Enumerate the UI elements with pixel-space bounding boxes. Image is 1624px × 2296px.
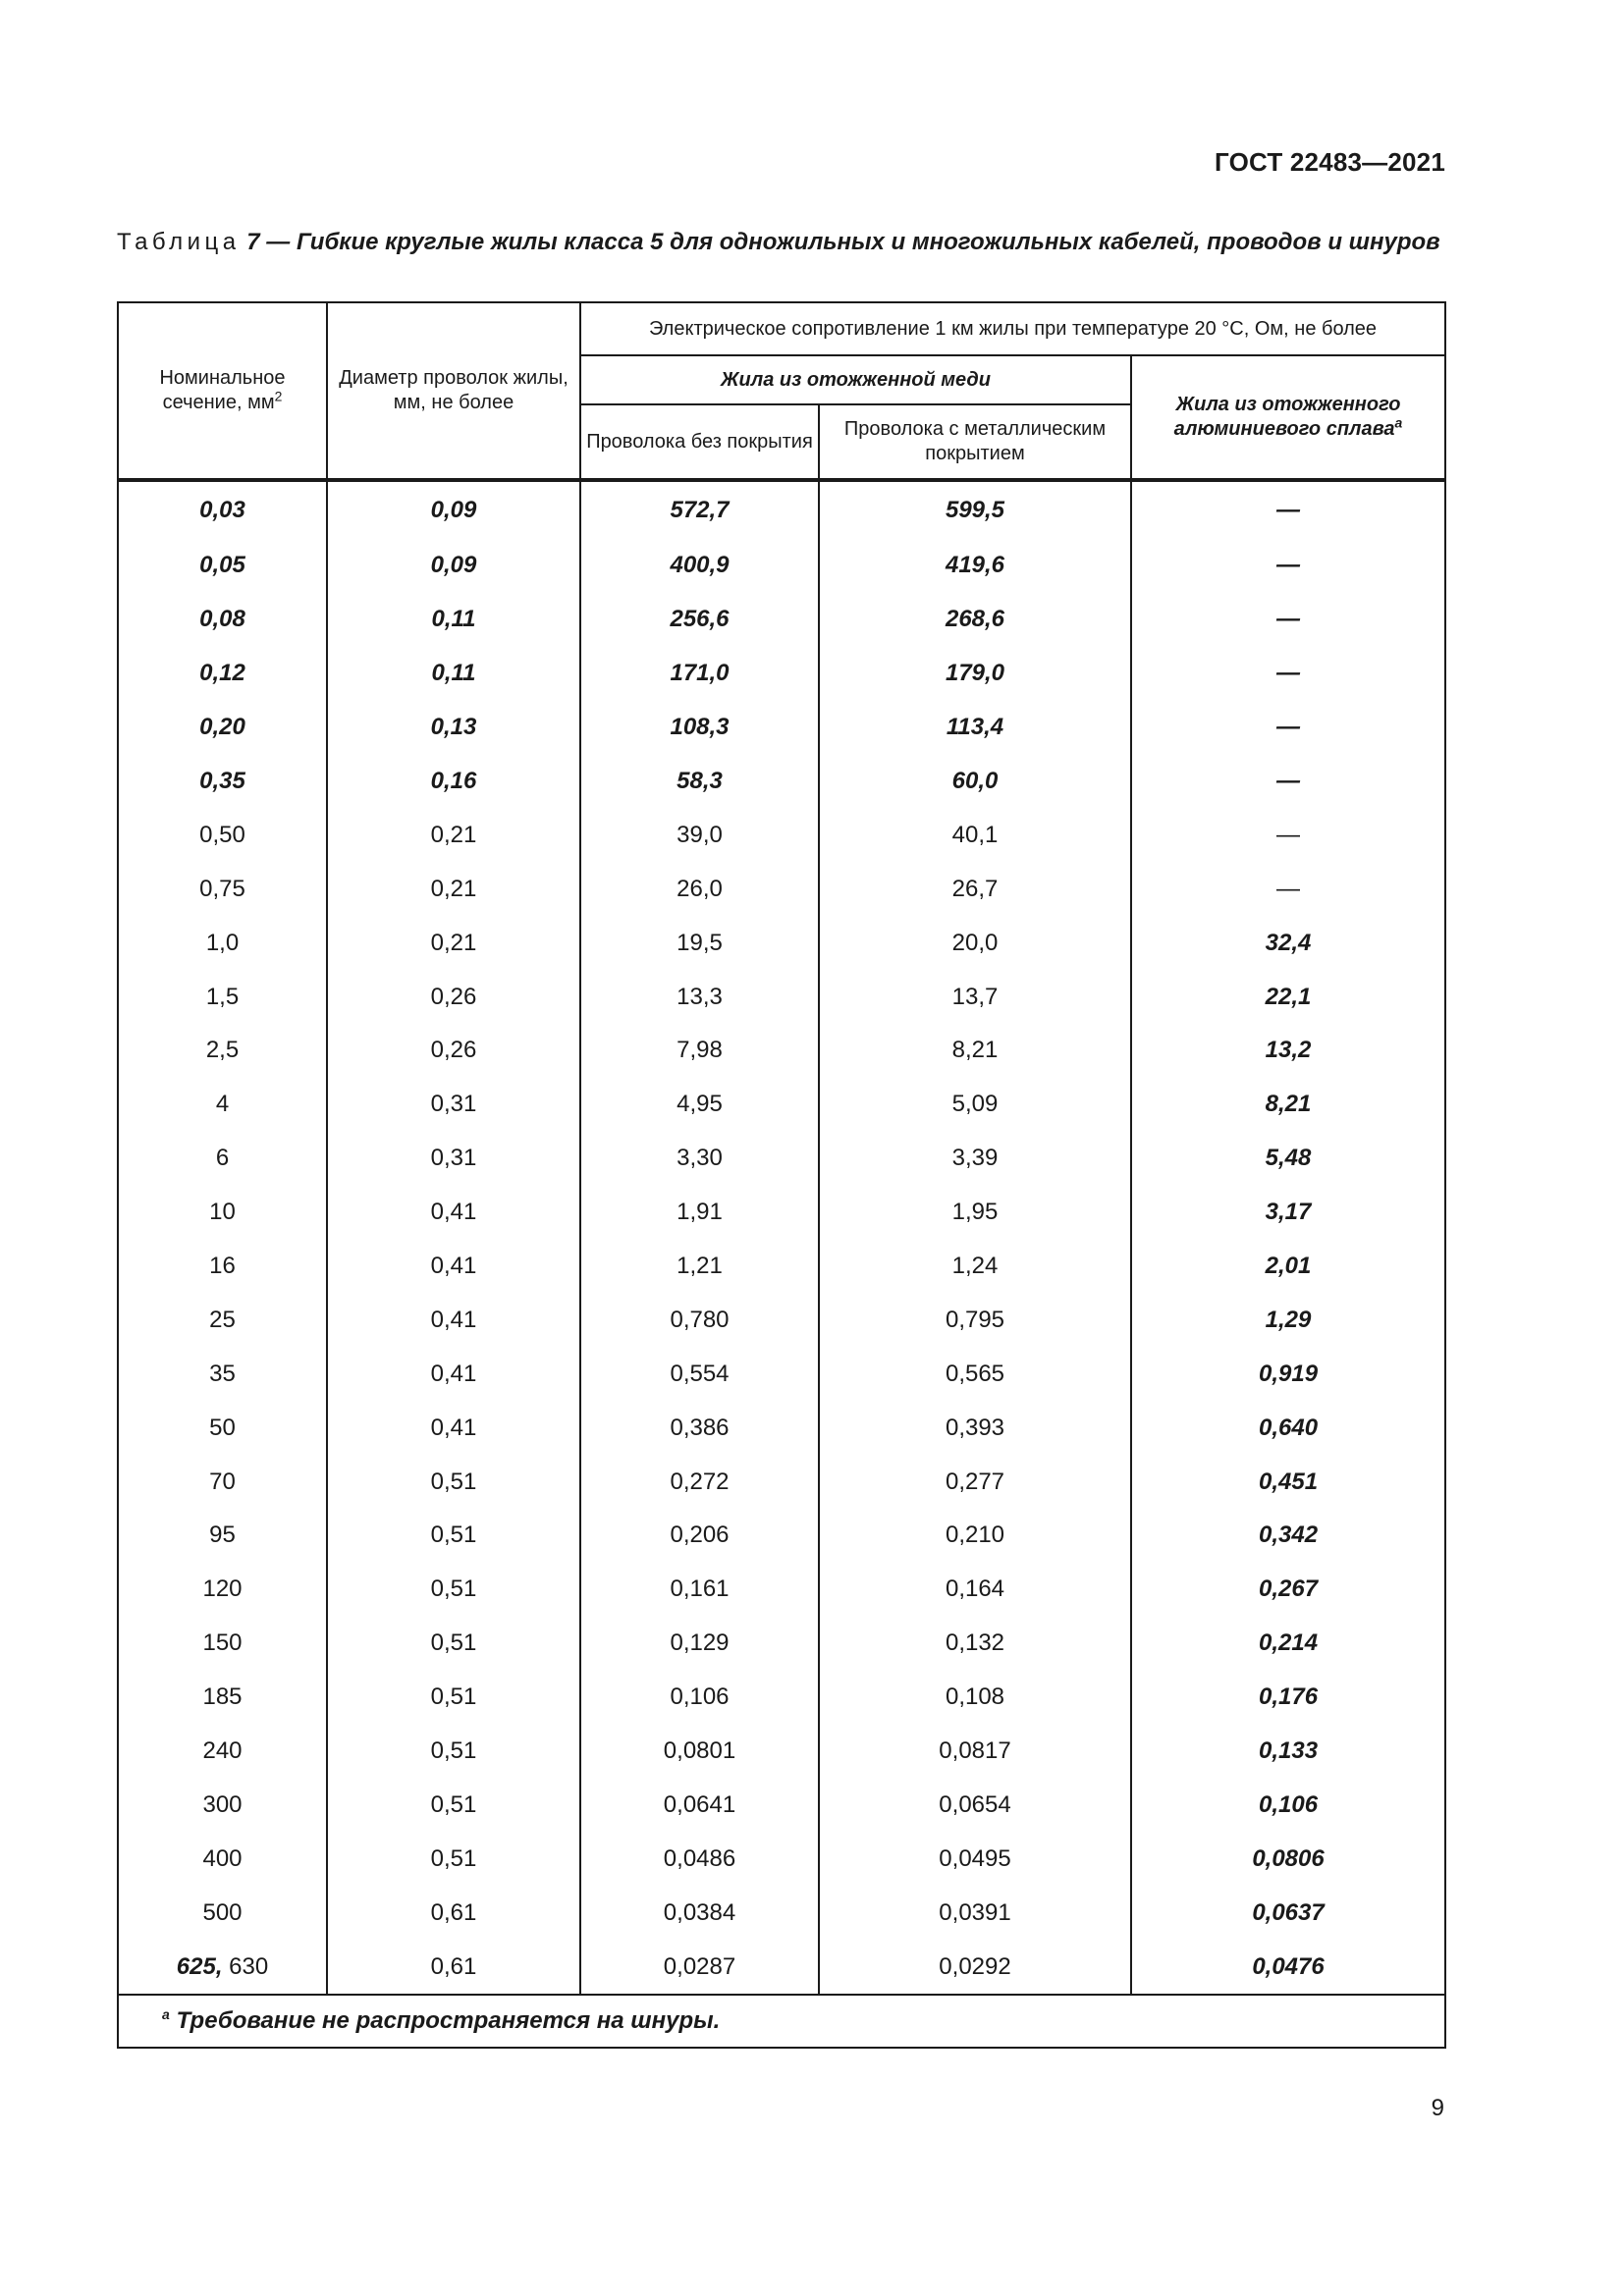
- cell-coated: 0,565: [819, 1347, 1131, 1401]
- cell-diameter: 0,26: [327, 970, 580, 1024]
- cell-alu: 1,29: [1131, 1293, 1445, 1347]
- cell-section: 0,35: [118, 755, 327, 809]
- cell-alu: —: [1131, 647, 1445, 701]
- header-nominal-section-sup: 2: [274, 388, 283, 404]
- cell-bare: 19,5: [580, 916, 819, 970]
- cell-diameter: 0,41: [327, 1293, 580, 1347]
- cell-bare: 0,161: [580, 1563, 819, 1617]
- cell-section: 185: [118, 1671, 327, 1725]
- cell-section: 120: [118, 1563, 327, 1617]
- cell-coated: 5,09: [819, 1078, 1131, 1132]
- cell-section: 10: [118, 1186, 327, 1240]
- cell-section: 4: [118, 1078, 327, 1132]
- table-row: [118, 1186, 1445, 1240]
- cell-coated: 0,0391: [819, 1886, 1131, 1940]
- cell-section: 150: [118, 1617, 327, 1671]
- cell-section: [118, 1940, 327, 1995]
- cell-coated: 20,0: [819, 916, 1131, 970]
- cell-alu: —: [1131, 539, 1445, 593]
- cell-diameter: 0,31: [327, 1078, 580, 1132]
- cell-diameter: 0,21: [327, 862, 580, 916]
- cell-alu: 2,01: [1131, 1240, 1445, 1294]
- table-row: [118, 1078, 1445, 1132]
- cell-diameter: 0,61: [327, 1940, 580, 1995]
- table-row: [118, 1617, 1445, 1671]
- cell-coated: 179,0: [819, 647, 1131, 701]
- cell-bare: 4,95: [580, 1078, 819, 1132]
- cell-bare: 3,30: [580, 1132, 819, 1186]
- cell-diameter: 0,09: [327, 539, 580, 593]
- table-row: [118, 1671, 1445, 1725]
- cell-diameter: 0,21: [327, 916, 580, 970]
- table-row: [118, 1563, 1445, 1617]
- header-aluminium-text: Жила из отожженного алюминиевого сплава: [1173, 394, 1401, 440]
- cell-alu: 0,106: [1131, 1778, 1445, 1832]
- cell-alu: 32,4: [1131, 916, 1445, 970]
- table-row: [118, 1778, 1445, 1832]
- cell-bare: 0,554: [580, 1347, 819, 1401]
- cell-section: 16: [118, 1240, 327, 1294]
- cell-alu: 0,342: [1131, 1509, 1445, 1563]
- cell-section: 95: [118, 1509, 327, 1563]
- cell-alu: —: [1131, 480, 1445, 539]
- cell-bare: 0,129: [580, 1617, 819, 1671]
- cell-bare: 171,0: [580, 647, 819, 701]
- cell-section: 300: [118, 1778, 327, 1832]
- cell-bare: 7,98: [580, 1024, 819, 1078]
- cell-coated: 0,0817: [819, 1725, 1131, 1779]
- cell-diameter: 0,51: [327, 1563, 580, 1617]
- cell-coated: 1,24: [819, 1240, 1131, 1294]
- table-row: [118, 539, 1445, 593]
- cell-alu: 0,267: [1131, 1563, 1445, 1617]
- cell-diameter: 0,51: [327, 1778, 580, 1832]
- cell-diameter: 0,51: [327, 1725, 580, 1779]
- cell-section: 240: [118, 1725, 327, 1779]
- cell-diameter: 0,16: [327, 755, 580, 809]
- cell-diameter: 0,51: [327, 1832, 580, 1886]
- cell-section: 0,75: [118, 862, 327, 916]
- table-row: [118, 1725, 1445, 1779]
- table-caption: [117, 226, 1446, 258]
- cell-diameter: 0,13: [327, 701, 580, 755]
- cell-bare: 0,106: [580, 1671, 819, 1725]
- cell-diameter: 0,61: [327, 1886, 580, 1940]
- cell-diameter: 0,51: [327, 1617, 580, 1671]
- cell-bare: 0,206: [580, 1509, 819, 1563]
- header-resistance-group: Электрическое сопротивление 1 км жилы при температуре 20 °С, Ом, не более: [580, 302, 1445, 355]
- table-row: [118, 1347, 1445, 1401]
- cell-alu: 0,640: [1131, 1401, 1445, 1455]
- table-row: [118, 916, 1445, 970]
- cell-alu: 0,133: [1131, 1725, 1445, 1779]
- table-row: [118, 647, 1445, 701]
- cell-bare: 0,0287: [580, 1940, 819, 1995]
- cell-bare: 108,3: [580, 701, 819, 755]
- cell-coated: 0,210: [819, 1509, 1131, 1563]
- cell-section: 0,08: [118, 593, 327, 647]
- cell-alu: 0,451: [1131, 1455, 1445, 1509]
- cell-diameter: 0,21: [327, 808, 580, 862]
- header-nominal-section-text: Номинальное сечение, мм: [159, 367, 286, 413]
- page-number: 9: [1431, 2095, 1444, 2121]
- cell-bare: 0,0486: [580, 1832, 819, 1886]
- cell-coated: 268,6: [819, 593, 1131, 647]
- cell-diameter: 0,51: [327, 1509, 580, 1563]
- cell-coated: 1,95: [819, 1186, 1131, 1240]
- cell-section: 0,50: [118, 808, 327, 862]
- cell-coated: 0,277: [819, 1455, 1131, 1509]
- header-copper-group: Жила из отожженной меди: [580, 355, 1131, 404]
- table-header: [118, 302, 1445, 480]
- cell-bare: 0,272: [580, 1455, 819, 1509]
- header-wire-diameter: Диаметр проволок жилы, мм, не более: [327, 302, 580, 480]
- table-row: [118, 755, 1445, 809]
- footnote-marker: a: [162, 2006, 170, 2023]
- cell-diameter: 0,41: [327, 1347, 580, 1401]
- cell-section: 400: [118, 1832, 327, 1886]
- cell-coated: 0,393: [819, 1401, 1131, 1455]
- caption-title: 7 — Гибкие круглые жилы класса 5 для одножильных и многожильных кабелей, проводов и шнуров: [246, 229, 1440, 255]
- cell-diameter: 0,11: [327, 593, 580, 647]
- cell-alu: 0,176: [1131, 1671, 1445, 1725]
- cell-section: 50: [118, 1401, 327, 1455]
- cell-bare: 1,91: [580, 1186, 819, 1240]
- cell-diameter: 0,41: [327, 1401, 580, 1455]
- cell-section-bold-part: 625,: [176, 1952, 223, 1980]
- cell-alu: —: [1131, 808, 1445, 862]
- cell-coated: 0,0292: [819, 1940, 1131, 1995]
- cell-section: 25: [118, 1293, 327, 1347]
- cell-coated: 3,39: [819, 1132, 1131, 1186]
- cell-coated: 113,4: [819, 701, 1131, 755]
- cell-section: 70: [118, 1455, 327, 1509]
- table-row: [118, 1940, 1445, 1995]
- table-row: [118, 808, 1445, 862]
- cell-diameter: 0,51: [327, 1455, 580, 1509]
- table-row: [118, 1401, 1445, 1455]
- cell-alu: —: [1131, 593, 1445, 647]
- cell-diameter: 0,41: [327, 1240, 580, 1294]
- cell-coated: 0,0495: [819, 1832, 1131, 1886]
- table-row: [118, 701, 1445, 755]
- standard-id: ГОСТ 22483—2021: [1215, 147, 1445, 177]
- cell-bare: 13,3: [580, 970, 819, 1024]
- table-row: [118, 1455, 1445, 1509]
- cell-section: 1,5: [118, 970, 327, 1024]
- table-row: [118, 593, 1445, 647]
- cell-bare: 256,6: [580, 593, 819, 647]
- cell-diameter: 0,09: [327, 480, 580, 539]
- cell-alu: 0,214: [1131, 1617, 1445, 1671]
- header-aluminium: [1131, 355, 1445, 480]
- cell-bare: 0,386: [580, 1401, 819, 1455]
- cell-section: 0,12: [118, 647, 327, 701]
- cell-bare: 1,21: [580, 1240, 819, 1294]
- cell-coated: 0,132: [819, 1617, 1131, 1671]
- cell-bare: 26,0: [580, 862, 819, 916]
- cell-alu: 5,48: [1131, 1132, 1445, 1186]
- cell-bare: 0,0384: [580, 1886, 819, 1940]
- cell-coated: 40,1: [819, 808, 1131, 862]
- cell-diameter: 0,11: [327, 647, 580, 701]
- header-nominal-section: [118, 302, 327, 480]
- cell-section: 2,5: [118, 1024, 327, 1078]
- cell-diameter: 0,51: [327, 1671, 580, 1725]
- cell-coated: 419,6: [819, 539, 1131, 593]
- table-row: [118, 480, 1445, 539]
- cell-bare: 0,0801: [580, 1725, 819, 1779]
- table-row: [118, 1886, 1445, 1940]
- cell-bare: 0,0641: [580, 1778, 819, 1832]
- table-row: [118, 1240, 1445, 1294]
- cell-alu: 0,919: [1131, 1347, 1445, 1401]
- table-footnote: [118, 1995, 1445, 2048]
- cell-alu: 3,17: [1131, 1186, 1445, 1240]
- cell-coated: 599,5: [819, 480, 1131, 539]
- table-row: [118, 1024, 1445, 1078]
- footnote-row: [118, 1995, 1445, 2048]
- cell-alu: 8,21: [1131, 1078, 1445, 1132]
- cell-section-plain-part: 630: [222, 1952, 269, 1980]
- cell-section: 35: [118, 1347, 327, 1401]
- cell-section: 0,05: [118, 539, 327, 593]
- cell-bare: 39,0: [580, 808, 819, 862]
- cell-alu: 13,2: [1131, 1024, 1445, 1078]
- cell-coated: 0,108: [819, 1671, 1131, 1725]
- cell-section: 1,0: [118, 916, 327, 970]
- cell-alu: 22,1: [1131, 970, 1445, 1024]
- cell-alu: —: [1131, 755, 1445, 809]
- table-row: [118, 1293, 1445, 1347]
- cell-section: 6: [118, 1132, 327, 1186]
- cell-diameter: 0,26: [327, 1024, 580, 1078]
- table-row: [118, 1509, 1445, 1563]
- conductor-table: [117, 301, 1444, 2049]
- cell-section: 0,20: [118, 701, 327, 755]
- cell-coated: 8,21: [819, 1024, 1131, 1078]
- header-copper-bare: Проволока без покрытия: [580, 404, 819, 480]
- cell-alu: —: [1131, 701, 1445, 755]
- table-row: [118, 862, 1445, 916]
- cell-coated: 60,0: [819, 755, 1131, 809]
- caption-label: Таблица: [117, 229, 241, 255]
- cell-coated: 0,795: [819, 1293, 1131, 1347]
- header-aluminium-sup: a: [1394, 414, 1403, 431]
- cell-coated: 13,7: [819, 970, 1131, 1024]
- cell-coated: 0,0654: [819, 1778, 1131, 1832]
- footnote-text: Требование не распространяется на шнуры.: [176, 2007, 721, 2035]
- table-row: [118, 1132, 1445, 1186]
- table-body: [118, 480, 1445, 1995]
- cell-alu: 0,0637: [1131, 1886, 1445, 1940]
- cell-diameter: 0,31: [327, 1132, 580, 1186]
- cell-bare: 0,780: [580, 1293, 819, 1347]
- cell-alu: 0,0806: [1131, 1832, 1445, 1886]
- cell-diameter: 0,41: [327, 1186, 580, 1240]
- cell-section: 0,03: [118, 480, 327, 539]
- cell-bare: 400,9: [580, 539, 819, 593]
- table-row: [118, 1832, 1445, 1886]
- cell-bare: 572,7: [580, 480, 819, 539]
- cell-coated: 26,7: [819, 862, 1131, 916]
- table-row: [118, 970, 1445, 1024]
- header-copper-coated: Проволока с металлическим покрытием: [819, 404, 1131, 480]
- cell-alu: 0,0476: [1131, 1940, 1445, 1995]
- cell-section: 500: [118, 1886, 327, 1940]
- cell-alu: —: [1131, 862, 1445, 916]
- cell-bare: 58,3: [580, 755, 819, 809]
- cell-coated: 0,164: [819, 1563, 1131, 1617]
